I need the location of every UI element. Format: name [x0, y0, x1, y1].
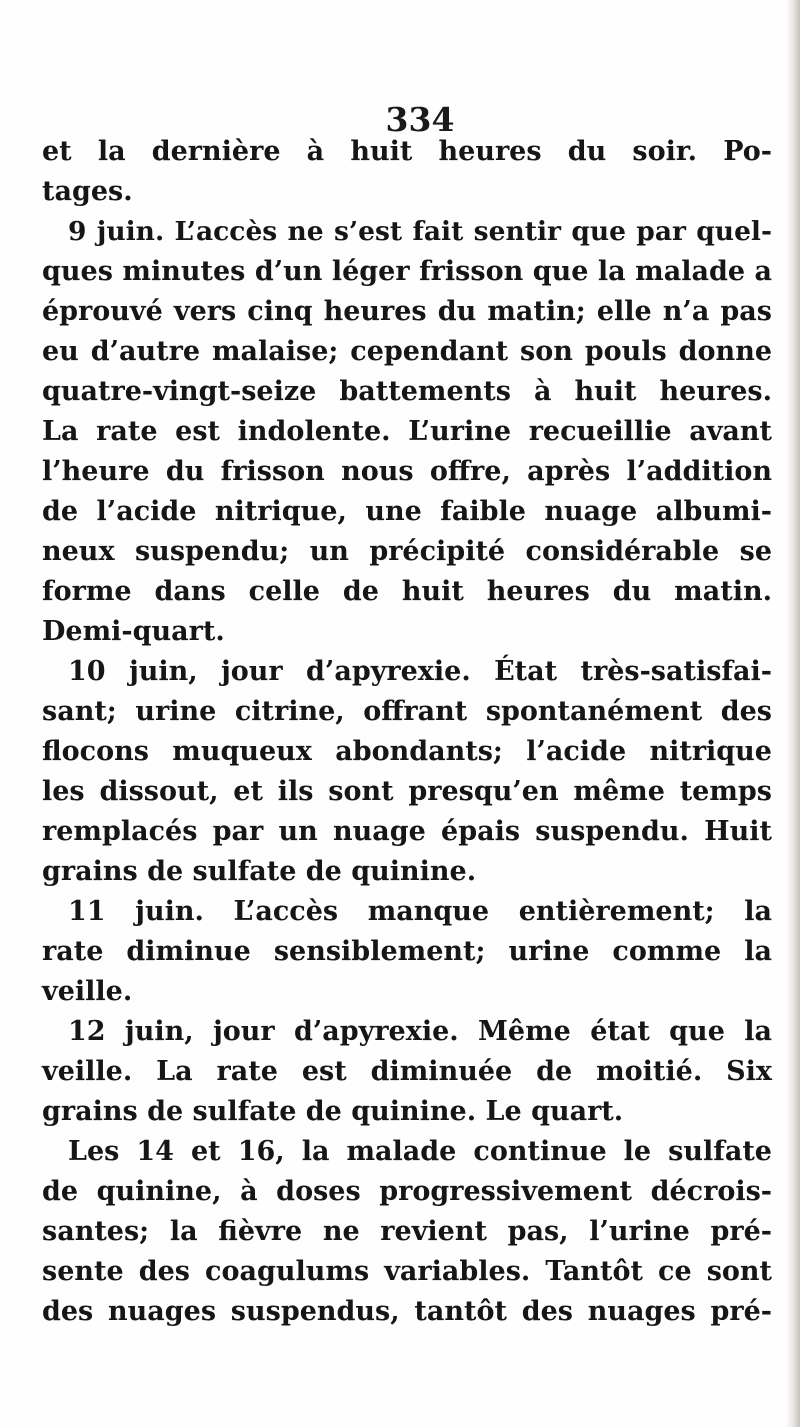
text-line: eu d’autre malaise; cependant son pouls donne — [42, 336, 772, 367]
text-line: et la dernière à huit heures du soir. Po- — [42, 136, 772, 167]
text-line: éprouvé vers cinq heures du matin; elle n’a pas — [42, 296, 772, 327]
text-line: remplacés par un nuage épais suspendu. Huit — [42, 816, 772, 847]
text-line: l’heure du frisson nous offre, après l’addition — [42, 456, 772, 487]
text-line: les dissout, et ils sont presqu’en même temps — [42, 776, 772, 807]
page-number: 334 — [385, 100, 455, 139]
text-line: quatre-vingt-seize battements à huit heures. — [42, 376, 772, 407]
text-line: grains de sulfate de quinine. Le quart. — [42, 1096, 624, 1127]
text-line: de l’acide nitrique, une faible nuage albumi- — [42, 496, 772, 527]
text-line: La rate est indolente. L’urine recueillie avant — [42, 416, 772, 447]
text-line: 12 juin, jour d’apyrexie. Même état que la — [68, 1016, 772, 1047]
text-line: ques minutes d’un léger frisson que la malade a — [42, 256, 772, 287]
text-line: 10 juin, jour d’apyrexie. État très-satisfai- — [68, 656, 772, 687]
text-line: flocons muqueux abondants; l’acide nitrique — [42, 736, 772, 767]
text-line: veille. — [42, 976, 133, 1007]
text-line: sant; urine citrine, offrant spontanément des — [42, 696, 772, 727]
text-line: grains de sulfate de quinine. — [42, 856, 477, 887]
text-line: forme dans celle de huit heures du matin. — [42, 576, 772, 607]
text-line: veille. La rate est diminuée de moitié. Six — [42, 1056, 772, 1087]
body-text — [42, 132, 772, 1332]
text-line: 11 juin. L’accès manque entièrement; la — [68, 896, 772, 927]
text-line: tages. — [42, 176, 133, 207]
text-line: sente des coagulums variables. Tantôt ce sont — [42, 1256, 772, 1287]
text-line: Les 14 et 16, la malade continue le sulfate — [68, 1136, 772, 1167]
text-line: 9 juin. L’accès ne s’est fait sentir que par quel- — [68, 216, 772, 247]
text-line: neux suspendu; un précipité considérable se — [42, 536, 772, 567]
page-edge-shadow — [786, 0, 800, 1427]
text-line: des nuages suspendus, tantôt des nuages pré- — [42, 1296, 772, 1327]
text-line: de quinine, à doses progressivement décrois- — [42, 1176, 772, 1207]
text-line: santes; la fièvre ne revient pas, l’urine pré- — [42, 1216, 772, 1247]
text-line: Demi-quart. — [42, 616, 225, 647]
text-line: rate diminue sensiblement; urine comme la — [42, 936, 772, 967]
